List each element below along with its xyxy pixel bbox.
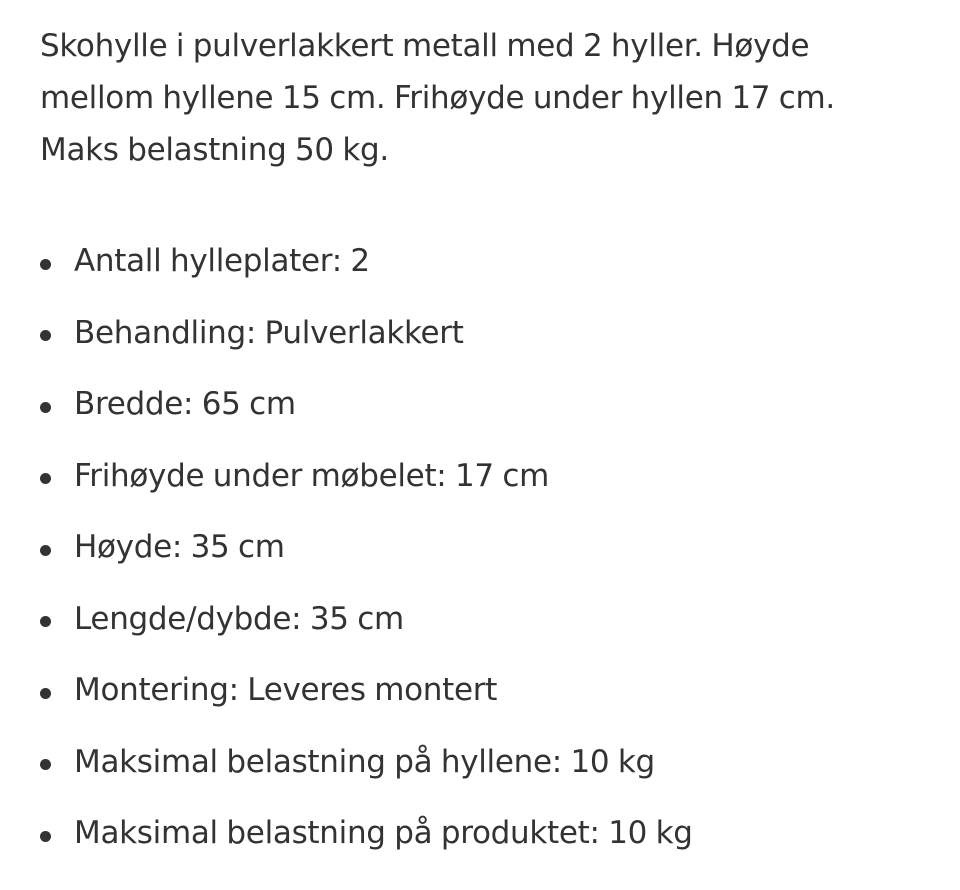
spec-item-product-load xyxy=(40,798,920,870)
spec-text: Maksimal belastning på produktet: 10 kg xyxy=(74,815,693,851)
spec-item-depth xyxy=(40,584,920,656)
product-details xyxy=(40,20,920,870)
bullet-icon xyxy=(40,330,51,341)
bullet-icon xyxy=(40,759,51,770)
spec-text: Lengde/dybde: 35 cm xyxy=(74,600,404,637)
bullet-icon xyxy=(40,688,51,699)
bullet-icon xyxy=(40,616,51,627)
spec-text: Montering: Leveres montert xyxy=(74,672,498,708)
product-description: Skohylle i pulverlakkert metall med 2 hyller. Høyde mellom hyllene 15 cm. Frihøyde under hyllen 17 cm. Maks belastning 50 kg. xyxy=(40,28,835,168)
bullet-icon xyxy=(40,545,51,556)
spec-item-shelf-load xyxy=(40,727,920,799)
bullet-icon xyxy=(40,259,51,270)
bullet-icon xyxy=(40,473,51,484)
spec-item-width xyxy=(40,369,920,441)
spec-item-assembly xyxy=(40,655,920,727)
spec-text: Behandling: Pulverlakkert xyxy=(74,314,464,351)
spec-list xyxy=(40,226,920,870)
spec-text: Antall hylleplater: 2 xyxy=(74,243,370,279)
spec-item-shelf-count xyxy=(40,226,920,298)
spec-text: Maksimal belastning på hyllene: 10 kg xyxy=(74,743,655,780)
spec-text: Høyde: 35 cm xyxy=(74,529,285,565)
spec-item-finish xyxy=(40,298,920,370)
spec-text: Frihøyde under møbelet: 17 cm xyxy=(74,457,550,494)
bullet-icon xyxy=(40,402,51,413)
bullet-icon xyxy=(40,831,51,842)
spec-item-height xyxy=(40,512,920,584)
spec-text: Bredde: 65 cm xyxy=(74,386,296,422)
spec-item-clearance xyxy=(40,441,920,513)
